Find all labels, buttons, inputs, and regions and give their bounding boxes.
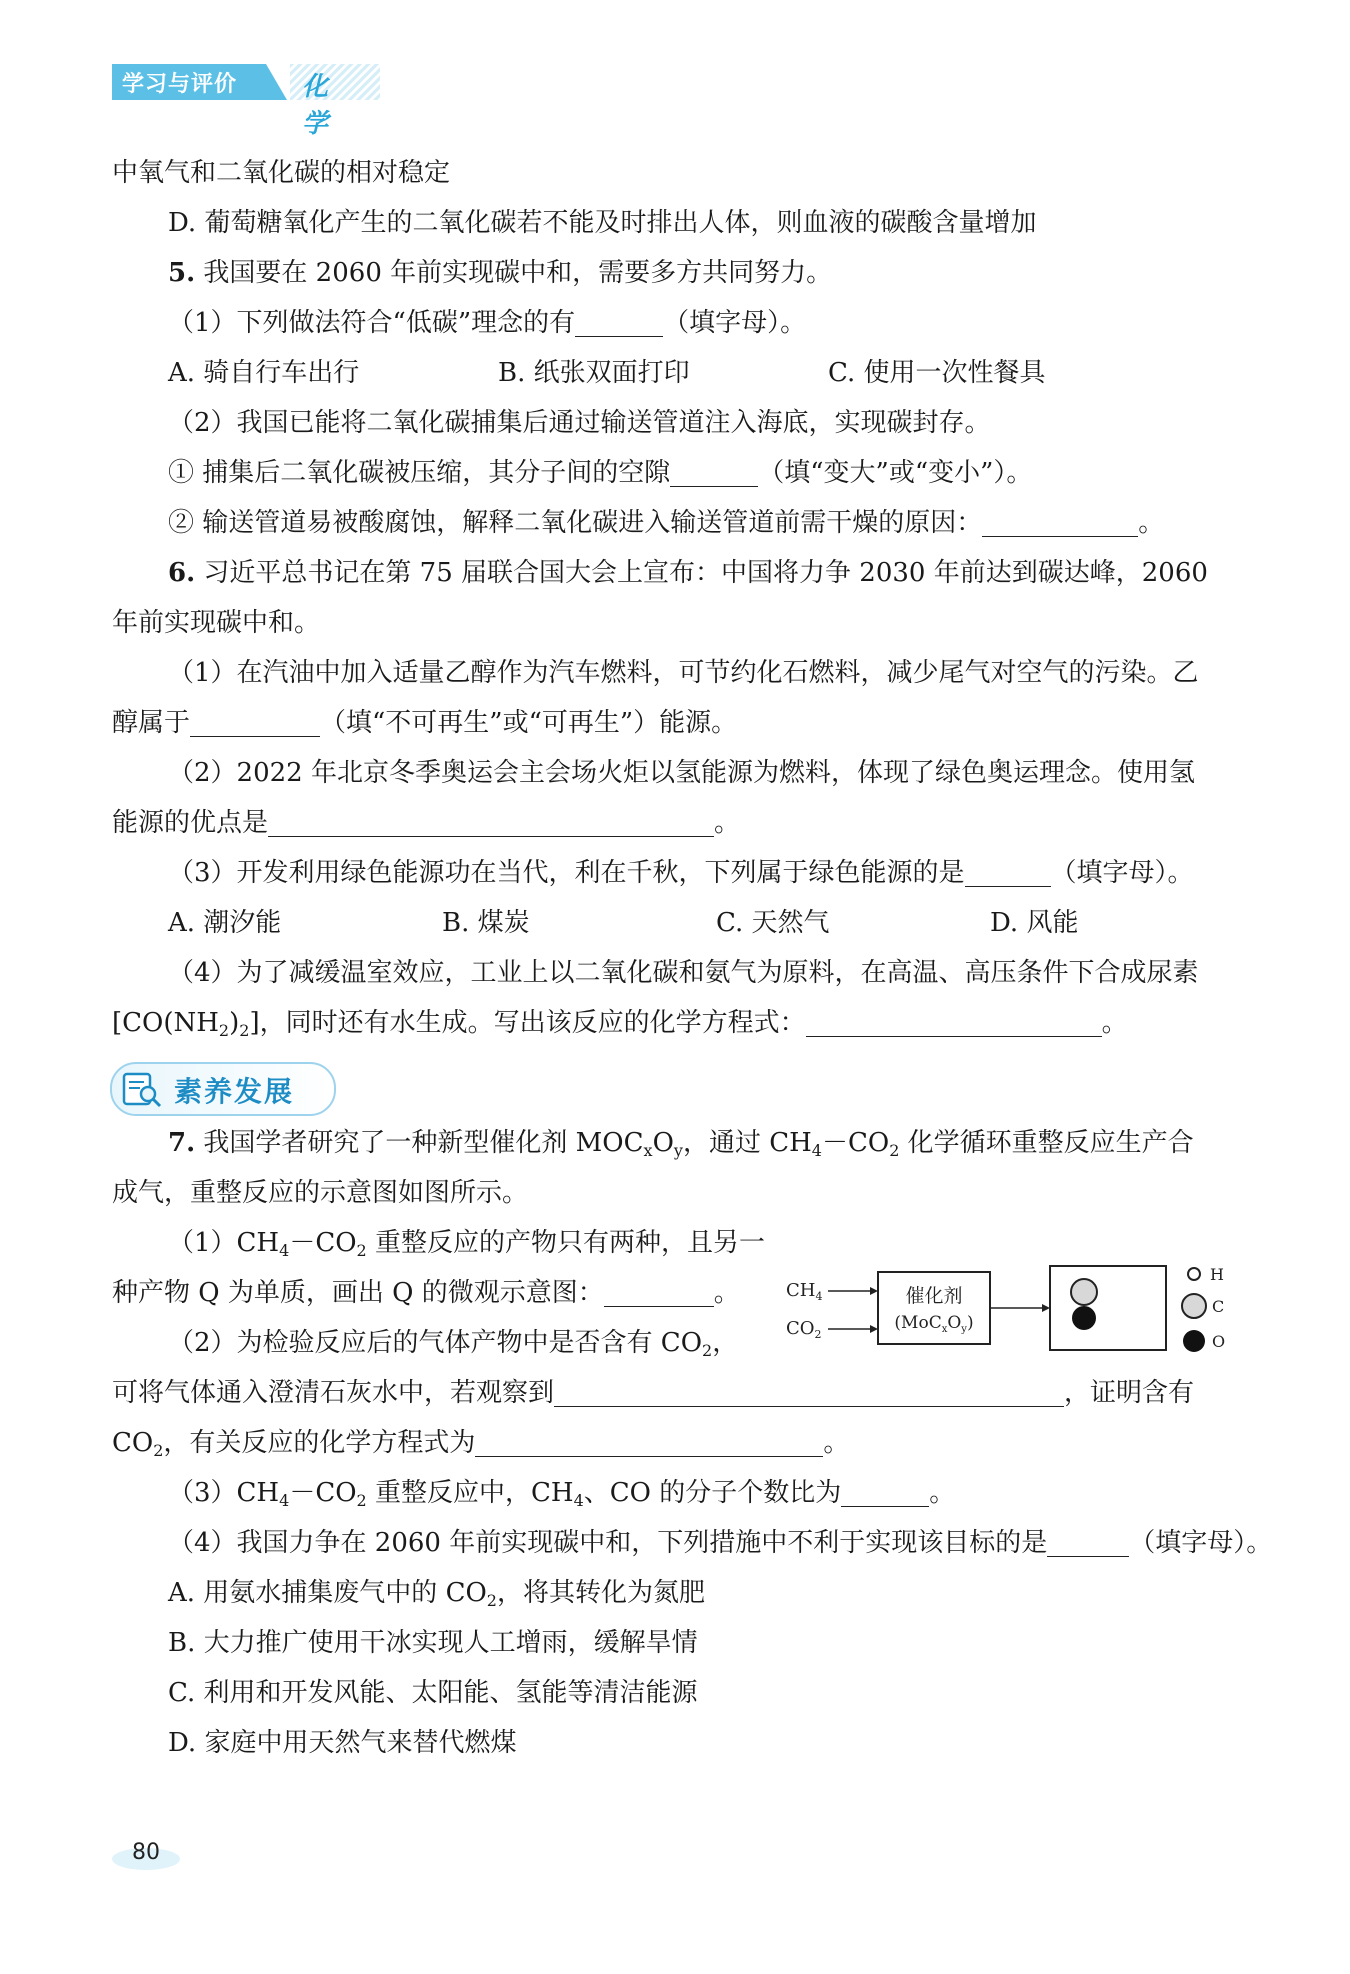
page-header bbox=[112, 64, 372, 139]
option-b: B. 纸张双面打印 bbox=[498, 358, 690, 388]
answer-blank[interactable] bbox=[604, 1276, 714, 1307]
section-banner bbox=[112, 1054, 1240, 1118]
arrowhead-icon bbox=[870, 1325, 878, 1333]
question-7: 7. 我国学者研究了一种新型催化剂 $MOC_xO_y$，通过 $CH_4-CO_2$ 化学循环重整反应生产合 bbox=[168, 1128, 1194, 1160]
question-7-2: （2）为检验反应后的气体产物中是否含有 $CO_2$， bbox=[168, 1328, 739, 1360]
text-line: 中氧气和二氧化碳的相对稳定 bbox=[112, 158, 451, 188]
question-7-cont: 成气，重整反应的示意图如图所示。 bbox=[112, 1178, 529, 1208]
input-ch4-label: $CH_4$ bbox=[786, 1280, 823, 1303]
question-6-1: （1）在汽油中加入适量乙醇作为汽车燃料，可节约化石燃料，减少尾气对空气的污染。乙 bbox=[168, 658, 1199, 688]
question-7-3: $(3)CH_4-CO_2$ 重整反应中，$CH_4$、CO 的分子个数比为 。 bbox=[168, 1478, 956, 1510]
question-7-4: （4）我国力争在 2060 年前实现碳中和，下列措施中不利于实现该目标的是 （填字母）。 bbox=[168, 1528, 1273, 1558]
question-5-1: （1）下列做法符合“低碳”理念的有 （填字母）。 bbox=[168, 308, 807, 338]
question-5: 5. 我国要在 2060 年前实现碳中和，需要多方共同努力。 bbox=[168, 258, 833, 288]
legend-h-label: H bbox=[1210, 1265, 1224, 1284]
question-6-cont: 年前实现碳中和。 bbox=[112, 608, 321, 638]
option-line: D. 葡萄糖氧化产生的二氧化碳若不能及时排出人体，则血液的碳酸含量增加 bbox=[168, 208, 1037, 238]
carbon-atom bbox=[1071, 1279, 1097, 1305]
option-a: A. 用氨水捕集废气中的 $CO_2$，将其转化为氮肥 bbox=[168, 1578, 705, 1610]
question-7-1: $(1)CH_4-CO_2$ 重整反应的产物只有两种，且另一 bbox=[168, 1228, 765, 1260]
answer-blank[interactable] bbox=[268, 806, 714, 837]
answer-blank[interactable] bbox=[190, 706, 320, 737]
magnifier-icon bbox=[120, 1070, 164, 1110]
oxygen-atom bbox=[1072, 1306, 1096, 1330]
arrowhead-icon bbox=[870, 1287, 878, 1295]
option-a: A. 潮汐能 bbox=[168, 908, 282, 938]
section-title: 素养发展 bbox=[174, 1075, 295, 1108]
option-b: B. 煤炭 bbox=[442, 908, 530, 938]
answer-blank[interactable] bbox=[475, 1426, 823, 1457]
legend-h-icon bbox=[1188, 1268, 1200, 1280]
section-banner-box bbox=[110, 1062, 336, 1116]
legend-c-icon bbox=[1182, 1294, 1206, 1318]
legend-o-label: O bbox=[1212, 1332, 1226, 1351]
answer-blank[interactable] bbox=[670, 456, 758, 487]
answer-blank[interactable] bbox=[982, 506, 1138, 537]
question-6: 6. 习近平总书记在第 75 届联合国大会上宣布：中国将力争 2030 年前达到碳达峰，2060 bbox=[168, 558, 1208, 588]
answer-blank[interactable] bbox=[1047, 1526, 1129, 1557]
question-6-2: （2）2022 年北京冬季奥运会主会场火炬以氢能源为燃料，体现了绿色奥运理念。使用氢 bbox=[168, 758, 1195, 788]
option-d: D. 家庭中用天然气来替代燃煤 bbox=[168, 1728, 517, 1758]
option-a: A. 骑自行车出行 bbox=[168, 358, 360, 388]
question-6-4: （4）为了减缓温室效应，工业上以二氧化碳和氨气为原料，在高温、高压条件下合成尿素 bbox=[168, 958, 1199, 988]
page-number: 80 bbox=[132, 1840, 160, 1865]
arrowhead-icon bbox=[1042, 1304, 1050, 1312]
reaction-diagram bbox=[780, 1256, 1240, 1366]
answer-blank[interactable] bbox=[965, 856, 1051, 887]
answer-blank[interactable] bbox=[575, 306, 663, 337]
question-7-2-cont2: $CO_2$，有关反应的化学方程式为 。 bbox=[112, 1428, 850, 1460]
input-co2-label: $CO_2$ bbox=[786, 1318, 822, 1341]
question-6-2-cont: 能源的优点是 。 bbox=[112, 808, 741, 838]
legend-c-label: C bbox=[1212, 1297, 1225, 1316]
question-6-1-cont: 醇属于 （填“不可再生”或“可再生”）能源。 bbox=[112, 708, 738, 738]
question-6-3: （3）开发利用绿色能源功在当代，利在千秋，下列属于绿色能源的是 （填字母）。 bbox=[168, 858, 1194, 888]
question-5-2: （2）我国已能将二氧化碳捕集后通过输送管道注入海底，实现碳封存。 bbox=[168, 408, 991, 438]
question-5-2-1: ① 捕集后二氧化碳被压缩，其分子间的空隙 （填“变大”或“变小”）。 bbox=[168, 458, 1033, 488]
question-6-4-cont: $[CO(NH_2)_2]$，同时还有水生成。写出该反应的化学方程式： 。 bbox=[112, 1008, 1128, 1040]
question-7-2-cont: 可将气体通入澄清石灰水中，若观察到 ，证明含有 bbox=[112, 1378, 1195, 1408]
header-subject: 化 学 bbox=[302, 72, 333, 139]
answer-blank[interactable] bbox=[841, 1476, 929, 1507]
question-5-2-2: ② 输送管道易被酸腐蚀，解释二氧化碳进入输送管道前需干燥的原因： 。 bbox=[168, 508, 1165, 538]
header-tab-label: 学习与评价 bbox=[122, 72, 238, 97]
option-d: D. 风能 bbox=[990, 908, 1079, 938]
catalyst-label: 催化剂 bbox=[905, 1285, 963, 1307]
question-7-1-cont: 种产物 Q 为单质，画出 Q 的微观示意图： 。 bbox=[112, 1278, 740, 1308]
catalyst-formula: $(MoC_xO_y)$ bbox=[894, 1313, 974, 1335]
question-5-options bbox=[112, 348, 1240, 398]
page-content bbox=[112, 148, 1273, 1768]
question-6-options bbox=[112, 898, 1240, 948]
answer-blank[interactable] bbox=[554, 1376, 1064, 1407]
option-c: C. 利用和开发风能、太阳能、氢能等清洁能源 bbox=[168, 1678, 698, 1708]
option-c: C. 使用一次性餐具 bbox=[828, 358, 1046, 388]
catalyst-box bbox=[878, 1272, 990, 1344]
answer-blank[interactable] bbox=[806, 1006, 1102, 1037]
legend-o-icon bbox=[1183, 1330, 1205, 1352]
product-box bbox=[1050, 1266, 1166, 1350]
option-c: C. 天然气 bbox=[716, 908, 830, 938]
option-b: B. 大力推广使用干冰实现人工增雨，缓解旱情 bbox=[168, 1628, 698, 1658]
